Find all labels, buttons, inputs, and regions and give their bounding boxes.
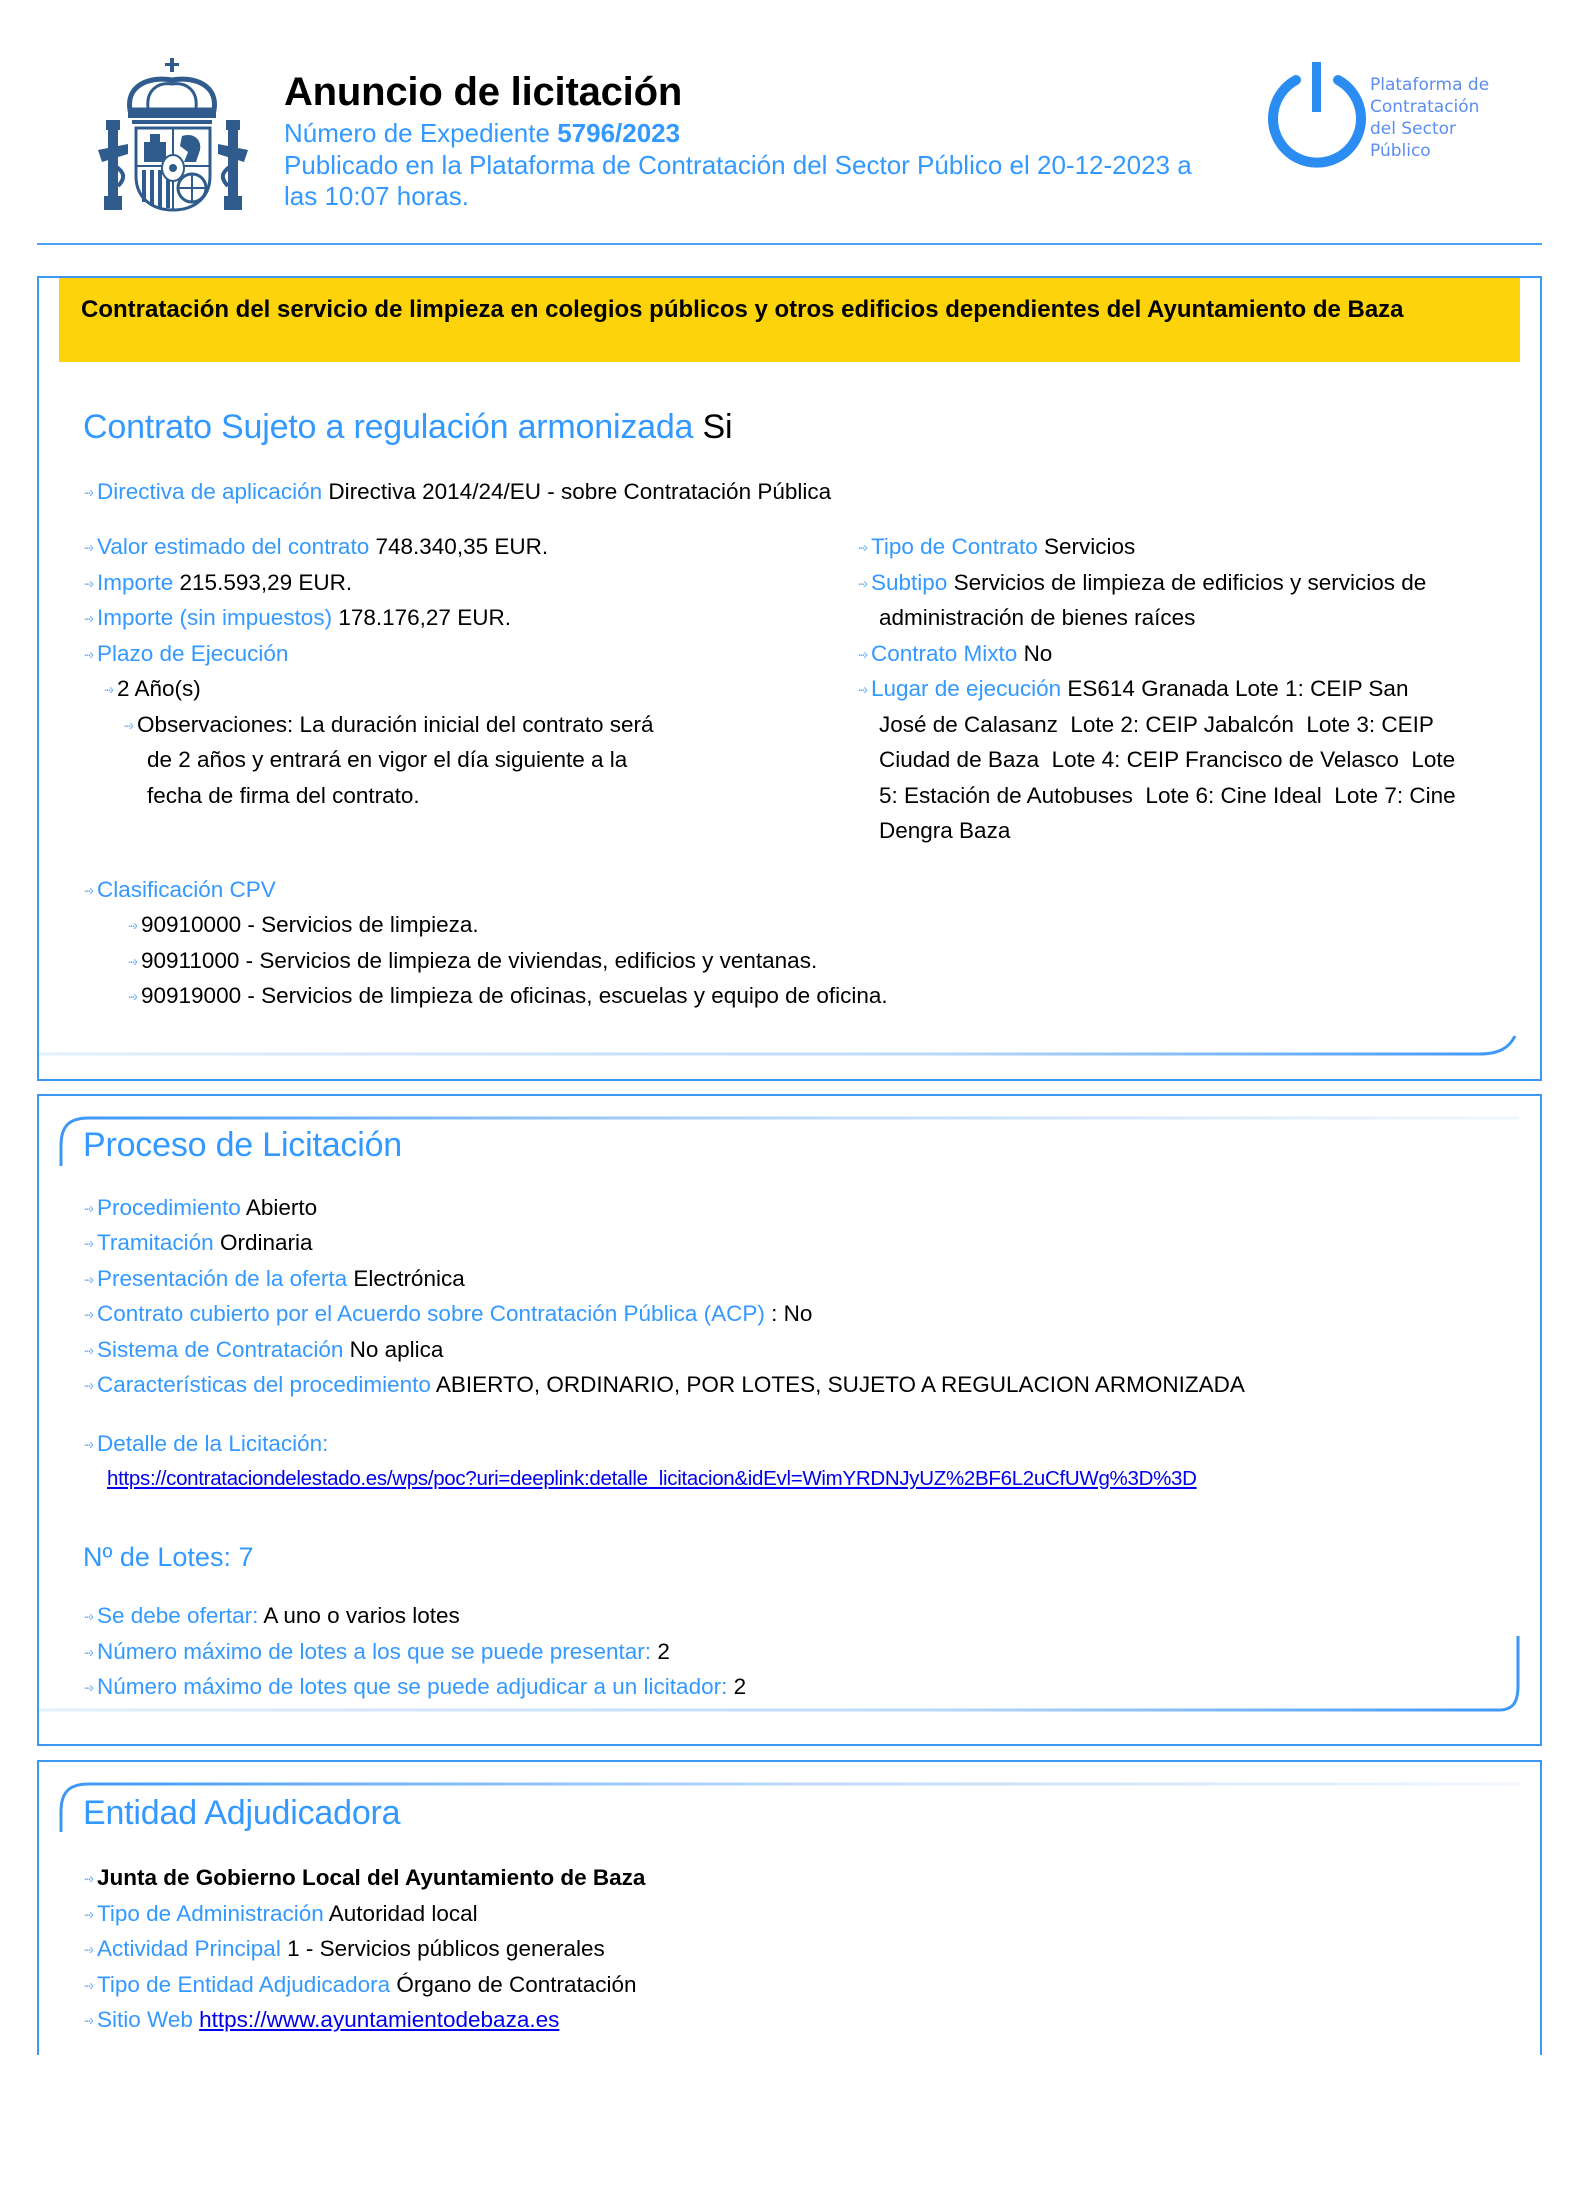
arrow-icon: ···› [83, 1941, 91, 1958]
cpv-heading-row: ···› Clasificación CPV [83, 877, 276, 902]
arrow-icon: ···› [857, 539, 865, 556]
importe-row: ···› Importe 215.593,29 EUR. [83, 570, 353, 595]
arrow-icon: ···› [83, 1271, 91, 1288]
cpv-item: ···› 90919000 - Servicios de limpieza de oficinas, escuelas y equipo de oficina. [127, 983, 888, 1008]
page-title: Anuncio de licitación [284, 70, 683, 114]
arrow-icon: ···› [83, 1870, 91, 1887]
header-divider [37, 243, 1542, 245]
cpv-item: ···› 90911000 - Servicios de limpieza de viviendas, edificios y ventanas. [127, 948, 818, 973]
platform-logo-text: Plataforma de Contratación del Sector Público [1370, 75, 1490, 161]
observaciones-row: ···› Observaciones: La duración inicial del contrato será [123, 712, 654, 737]
arrow-icon: ···› [83, 1977, 91, 1994]
plazo-ejecucion-row: ···› Plazo de Ejecución [83, 641, 289, 666]
arrow-icon: ···› [83, 484, 91, 501]
entidad-title: Entidad Adjudicadora [83, 1794, 401, 1832]
observaciones-line-3: fecha de firma del contrato. [147, 783, 420, 808]
tipo-contrato-row: ···› Tipo de Contrato Servicios [857, 534, 1136, 559]
observaciones-line-2: de 2 años y entrará en vigor el día siguiente a la [147, 747, 628, 772]
arrow-icon: ···› [83, 1377, 91, 1394]
sitio-web-link[interactable]: https://www.ayuntamientodebaza.es [199, 2007, 560, 2032]
arrow-icon: ···› [857, 646, 865, 663]
entidad-name: Junta de Gobierno Local del Ayuntamiento de Baza [96, 1865, 646, 1890]
lugar-ejecucion-row: ···› Lugar de ejecución ES614 Granada Lote 1: CEIP San [857, 676, 1409, 701]
decorative-swoosh [39, 1030, 1519, 1060]
detalle-licitacion-row: ···› Detalle de la Licitación: [83, 1431, 329, 1456]
power-icon [1262, 60, 1372, 172]
contract-title-banner: Contratación del servicio de limpieza en colegios públicos y otros edificios dependientes del Ayuntamiento de Baza [59, 278, 1520, 362]
valor-estimado-row: ···› Valor estimado del contrato 748.340,35 EUR. [83, 534, 549, 559]
page-bottom-blank [0, 2055, 1575, 2205]
decorative-swoosh [39, 1636, 1521, 1716]
actividad-principal-row: ···› Actividad Principal 1 - Servicios públicos generales [83, 1936, 605, 1961]
tipo-entidad-row: ···› Tipo de Entidad Adjudicadora Órgano de Contratación [83, 1972, 637, 1997]
spain-coat-of-arms-icon [98, 58, 248, 213]
arrow-icon: ···› [83, 2012, 91, 2029]
published-line [284, 150, 1254, 212]
arrow-icon: ···› [83, 1342, 91, 1359]
arrow-icon: ···› [123, 717, 131, 734]
presentacion-oferta-row: ···› Presentación de la oferta Electrónica [83, 1266, 465, 1291]
proceso-title: Proceso de Licitación [83, 1126, 402, 1164]
arrow-icon: ···› [127, 988, 135, 1005]
arrow-icon: ···› [83, 1436, 91, 1453]
procedimiento-row: ···› Procedimiento Abierto [83, 1195, 318, 1220]
arrow-icon: ···› [83, 1200, 91, 1217]
se-debe-ofertar-row: ···› Se debe ofertar: A uno o varios lotes [83, 1603, 460, 1628]
lugar-line-4: 5: Estación de Autobuses Lote 6: Cine Ideal Lote 7: Cine [879, 783, 1456, 808]
importe-sin-impuestos-row: ···› Importe (sin impuestos) 178.176,27 EUR. [83, 605, 511, 630]
acp-row: ···› Contrato cubierto por el Acuerdo sobre Contratación Pública (ACP) : No [83, 1301, 813, 1326]
arrow-icon: ···› [857, 575, 865, 592]
expediente-label: Número de Expediente [284, 118, 550, 148]
arrow-icon: ···› [83, 575, 91, 592]
arrow-icon: ···› [127, 917, 135, 934]
caracteristicas-row: ···› Características del procedimiento ABIERTO, ORDINARIO, POR LOTES, SUJETO A REGULACION ARMONIZADA [83, 1372, 1245, 1397]
expediente-line [284, 118, 680, 149]
tramitacion-row: ···› Tramitación Ordinaria [83, 1230, 313, 1255]
detalle-licitacion-link[interactable]: https://contrataciondelestado.es/wps/poc?uri=deeplink:detalle_licitacion&idEvl=WimYRDNJyUZ%2BF6L2uCfUWg%3D%3D [107, 1467, 1197, 1490]
arrow-icon: ···› [83, 882, 91, 899]
arrow-icon: ···› [83, 610, 91, 627]
arrow-icon: ···› [83, 1235, 91, 1252]
published-text-line2: las 10:07 horas. [284, 181, 470, 211]
arrow-icon: ···› [83, 1644, 91, 1661]
arrow-icon: ···› [83, 1906, 91, 1923]
arrow-icon: ···› [83, 646, 91, 663]
tipo-administracion-row: ···› Tipo de Administración Autoridad local [83, 1901, 478, 1926]
arrow-icon: ···› [857, 681, 865, 698]
arrow-icon: ···› [83, 1306, 91, 1323]
arrow-icon: ···› [83, 1679, 91, 1696]
arrow-icon: ···› [83, 1608, 91, 1625]
armonizada-value: Si [702, 408, 733, 446]
published-text-line1: Publicado en la Plataforma de Contratación del Sector Público el 20-12-2023 a [284, 150, 1192, 180]
subtipo-row: ···› Subtipo Servicios de limpieza de edificios y servicios de [857, 570, 1427, 595]
max-lotes-presentar-row: ···› Número máximo de lotes a los que se puede presentar: 2 [83, 1639, 670, 1664]
arrow-icon: ···› [83, 539, 91, 556]
entidad-name-row [83, 1860, 645, 1899]
detalle-link-row [107, 1461, 1197, 1497]
lugar-line-2: José de Calasanz Lote 2: CEIP Jabalcón Lote 3: CEIP [879, 712, 1434, 737]
document-header [0, 0, 1575, 248]
max-lotes-adjudicar-row: ···› Número máximo de lotes que se puede adjudicar a un licitador: 2 [83, 1674, 747, 1699]
cpv-item: ···› 90910000 - Servicios de limpieza. [127, 912, 479, 937]
sistema-contratacion-row: ···› Sistema de Contratación No aplica [83, 1337, 444, 1362]
directiva-row: ···› Directiva de aplicación Directiva 2014/24/EU - sobre Contratación Pública [83, 479, 832, 504]
proceso-licitacion-section [37, 1094, 1542, 1746]
lotes-title: Nº de Lotes: 7 [83, 1542, 254, 1572]
arrow-icon: ···› [103, 681, 111, 698]
expediente-value: 5796/2023 [557, 118, 681, 148]
plazo-value-row: ···› 2 Año(s) [103, 676, 201, 701]
sitio-web-row: ···› Sitio Web https://www.ayuntamientodebaza.es [83, 2007, 560, 2032]
armonizada-heading: Contrato Sujeto a regulación armonizada Si [83, 408, 733, 446]
arrow-icon: ···› [127, 953, 135, 970]
subtipo-line-2: administración de bienes raíces [879, 605, 1196, 630]
lugar-line-5: Dengra Baza [879, 818, 1011, 843]
lugar-line-3: Ciudad de Baza Lote 4: CEIP Francisco de Velasco Lote [879, 747, 1456, 772]
contrato-mixto-row: ···› Contrato Mixto No [857, 641, 1053, 666]
contract-section [37, 276, 1542, 1081]
